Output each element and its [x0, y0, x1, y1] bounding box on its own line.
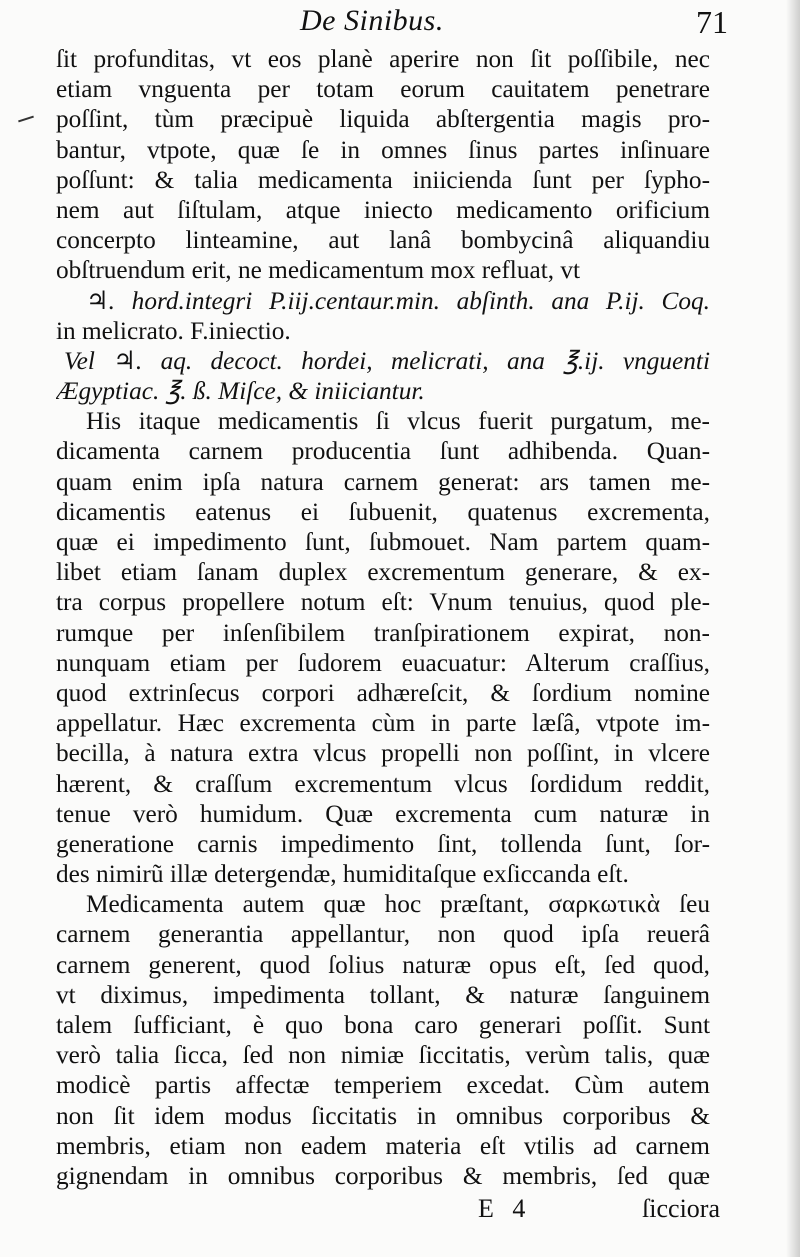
text-line: des nimirũ illæ detergendæ, humiditaſque exſiccanda eſt.	[56, 860, 629, 889]
text-line: carnem generent, quod ſolius naturæ opus eſt, ſed quod,	[56, 950, 710, 979]
text-line: gignendam in omnibus corporibus & membris, ſed quæ	[56, 1161, 710, 1190]
text-line: Medicamenta autem quæ hoc præſtant, σαρκωτικὰ ſeu	[86, 890, 710, 919]
text-line: appellatur. Hæc excrementa cùm in parte læſâ, vtpote im-	[56, 709, 710, 738]
text-line: ſit profunditas, vt eos planè aperire non ſit poſſibile, nec	[56, 45, 710, 73]
text-line: libet etiam ſanam duplex excrementum generare, & ex-	[56, 558, 710, 587]
text-line: tra corpus propellere notum eſt: Vnum tenuius, quod ple-	[56, 588, 710, 617]
page-number: 71	[696, 4, 728, 40]
text-line: vt diximus, impedimenta tollant, & naturæ ſanguinem	[56, 980, 710, 1009]
text-line: poſſint, tùm præcipuè liquida abſtergentia magis pro-	[56, 105, 710, 134]
text-line: bantur, vtpote, quæ ſe in omnes ſinus partes inſinuare	[56, 135, 710, 164]
signature-mark: E 4	[478, 1194, 532, 1223]
text-line: rumque per inſenſibilem tranſpirationem expirat, non-	[56, 618, 710, 647]
text-line: nem aut ſiſtulam, atque iniecto medicamento orificium	[56, 195, 710, 224]
text-line: tenue verò humidum. Quæ excrementa cum naturæ in	[56, 799, 710, 828]
text-line: talem ſufficiant, è quo bona caro generari poſſit. Sunt	[56, 1011, 710, 1039]
recipe-line: Ægyptiac. ℥. ß. Miſce, & iniiciantur.	[56, 377, 425, 406]
text-line: concerpto linteamine, aut lanâ bombycinâ aliquandiu	[56, 226, 710, 255]
running-title: De Sinibus.	[300, 4, 444, 37]
text-line: quæ ei impedimento ſunt, ſubmouet. Nam partem quam-	[56, 528, 710, 556]
recipe-line: Vel ♃. aq. decoct. hordei, melicrati, ana ℥.ij. vnguenti	[64, 346, 710, 375]
text-line: verò talia ſicca, ſed non nimiæ ſiccitatis, verùm talis, quæ	[56, 1041, 710, 1070]
text-line: hærent, & craſſum excrementum vlcus ſordidum reddit,	[56, 769, 710, 798]
text-line: nunquam etiam per ſudorem euacuatur: Alterum craſſius,	[56, 648, 710, 677]
page-edge-shadow	[786, 0, 800, 1257]
page-footer	[0, 1194, 800, 1234]
text-line: quod extrinſecus corpori adhæreſcit, & ſordium nomine	[56, 678, 710, 707]
text-line: quam enim ipſa natura carnem generat: ars tamen me-	[56, 467, 710, 496]
recipe-line: in melicrato. F.iniectio.	[56, 316, 291, 345]
text-line: etiam vnguenta per totam eorum cauitatem penetrare	[56, 75, 710, 104]
text-line: poſſunt: & talia medicamenta iniicienda ſunt per ſypho-	[56, 165, 710, 194]
text-line: obſtruendum erit, ne medicamentum mox refluat, vt	[56, 256, 581, 285]
text-line: non ſit idem modus ſiccitatis in omnibus corporibus &	[56, 1101, 710, 1130]
text-line: generatione carnis impedimento ſint, tollenda ſunt, ſor-	[56, 829, 710, 858]
catchword: ſicciora	[642, 1194, 720, 1223]
recipe-line: ♃. hord.integri P.iij.centaur.min. abſinth. ana P.ij. Coq.	[86, 286, 710, 315]
text-line: membris, etiam non eadem materia eſt vtilis ad carnem	[56, 1131, 710, 1160]
text-line: modicè partis affectæ temperiem excedat. Cùm autem	[56, 1071, 710, 1100]
text-line: dicamenta carnem producentia ſunt adhibenda. Quan-	[56, 437, 710, 466]
margin-mark	[18, 116, 34, 123]
text-line: dicamentis eatenus ei ſubuenit, quatenus excrementa,	[56, 497, 710, 526]
text-line: carnem generantia appellantur, non quod ipſa reuerâ	[56, 920, 710, 949]
body-text	[56, 44, 710, 1191]
text-line: His itaque medicamentis ſi vlcus fuerit purgatum, me-	[86, 407, 710, 436]
text-line: becilla, à natura extra vlcus propelli non poſſint, in vlcere	[56, 739, 710, 768]
